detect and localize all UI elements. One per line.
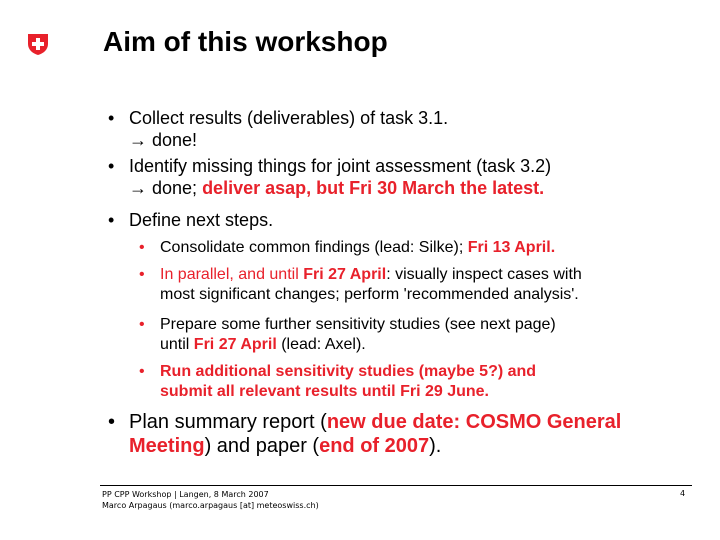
- bullet-marker: •: [108, 156, 115, 176]
- bullet-marker: •: [108, 108, 115, 128]
- subbullet-marker: •: [139, 239, 145, 256]
- bullet-text: Collect results (deliverables) of task 3.1.: [129, 108, 449, 128]
- page-number: 4: [680, 489, 686, 498]
- subbullet-marker: •: [139, 363, 145, 380]
- footer: [102, 489, 319, 511]
- bullet-marker: •: [108, 210, 115, 230]
- subbullet-marker: •: [139, 266, 145, 283]
- arrow-icon: →: [129, 130, 147, 150]
- deadline-text: deliver asap, but Fri 30 March the latest.: [202, 178, 545, 198]
- footer-divider: [100, 485, 692, 486]
- subbullet-marker: •: [139, 316, 145, 333]
- bullet-text: Define next steps.: [129, 210, 274, 230]
- arrow-icon: →: [129, 178, 147, 198]
- bullet-text: Identify missing things for joint assessment (task 3.2): [129, 156, 552, 176]
- swiss-cross-icon: [26, 32, 50, 56]
- bullet-text: done!: [152, 130, 198, 150]
- footer-event: PP CPP Workshop | Langen, 8 March 2007: [102, 490, 269, 499]
- slide-title: Aim of this workshop: [103, 26, 388, 57]
- bullet-marker: •: [108, 411, 116, 433]
- bullet-text: done;: [152, 178, 203, 198]
- footer-author: Marco Arpagaus (marco.arpagaus [at] meteoswiss.ch): [102, 501, 319, 510]
